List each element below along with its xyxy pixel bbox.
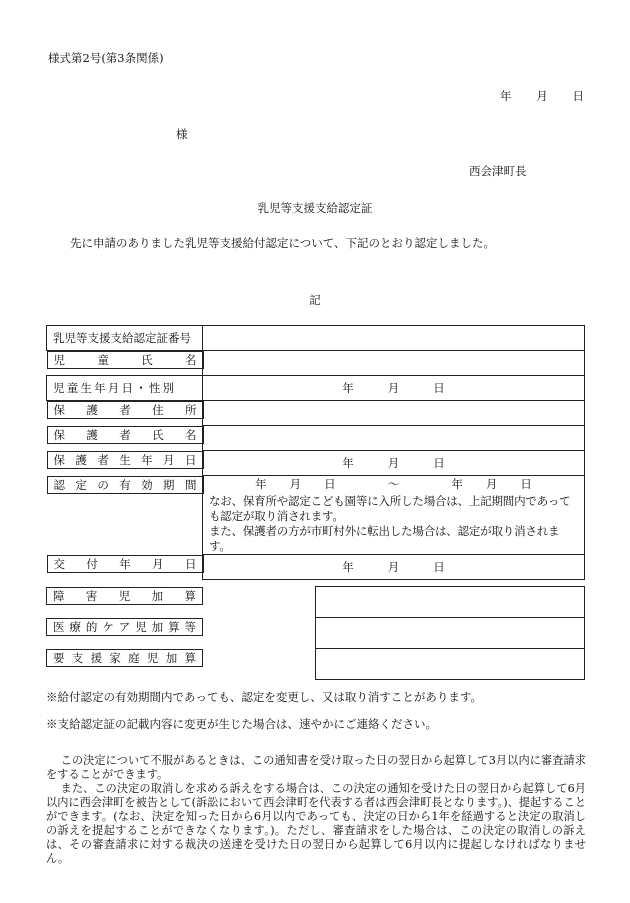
c2: 童 [97, 353, 109, 367]
date-cell [209, 455, 578, 471]
guardian-name-label [47, 426, 204, 444]
validity-note-1: なお、保育所や認定こども園等に入所した場合は、上記期間内であっても認定が取り消されます。 [209, 494, 571, 523]
table-row [46, 649, 585, 680]
c2: 護 [86, 427, 98, 442]
c7: 加 [151, 619, 164, 634]
c3: 児 [118, 588, 131, 603]
addressee-suffix: 様 [176, 127, 188, 141]
intro-text: 先に申請のありました乳児等支援給付認定について、下記のとおり認定しました。 [70, 236, 496, 250]
guardian-birth-value [203, 451, 585, 476]
disabled-child-label [46, 587, 203, 605]
c2: 護 [75, 452, 87, 467]
c1: 保 [53, 427, 65, 442]
c6: 月 [163, 452, 175, 467]
c3: 年 [119, 556, 131, 571]
issue-date-value [203, 555, 585, 580]
certificate-table [46, 325, 585, 580]
c9: 等 [184, 619, 196, 634]
c3: 者 [97, 452, 109, 467]
c5: 名 [185, 427, 197, 442]
table-row [47, 451, 585, 476]
addon-table [46, 586, 585, 680]
issuer: 西会津町長 [469, 164, 527, 178]
child-name-label [47, 351, 204, 369]
year-text: 年 [342, 456, 354, 470]
c5: 年 [141, 452, 153, 467]
validity-label [47, 476, 204, 494]
day-text: 日 [433, 381, 445, 395]
day-text: 日 [433, 456, 445, 470]
date-year: 年 [500, 89, 512, 103]
issue-date-line [500, 88, 584, 104]
c2: 害 [85, 588, 98, 603]
validity-tilde: ～ [387, 477, 400, 491]
c1: 交 [53, 556, 65, 571]
c4: 家 [109, 650, 121, 665]
validity-end: 年 月 日 [451, 477, 532, 491]
c2: 定 [75, 477, 87, 492]
validity-note-2: また、保護者の方が市町村外に転出した場合は、認定が取り消されます。 [209, 524, 560, 553]
year-text: 年 [342, 560, 354, 574]
issue-date-label [47, 555, 204, 573]
guardian-address-value [203, 401, 585, 426]
c7: 日 [184, 452, 197, 467]
note-1: ※給付認定の有効期間内であっても、認定を変更し、又は取り消すことがあります。 [46, 690, 482, 704]
c7: 間 [184, 477, 197, 492]
table-row [47, 401, 585, 426]
c3: 者 [119, 427, 131, 442]
c2: 護 [86, 403, 98, 417]
c3: 援 [90, 650, 103, 665]
document-title: 乳児等支援支給認定証 [257, 201, 373, 215]
c5: 効 [141, 477, 153, 492]
table-row [47, 376, 585, 401]
note-2: ※支給認定証の記載内容に変更が生じた場合は、速やかにご連絡ください。 [46, 717, 437, 731]
c5: 日 [185, 556, 197, 571]
appeal-paragraph-1: この決定について不服があるときは、この通知書を受け取った日の翌日から起算して3月以内に審査請求をすることができます。 [46, 754, 586, 781]
year-text: 年 [342, 381, 354, 395]
date-month: 月 [536, 89, 548, 103]
c6: 期 [163, 477, 175, 492]
c1: 医 [53, 619, 65, 634]
table-row [47, 555, 585, 580]
c4: 加 [151, 588, 164, 603]
c2: 支 [71, 650, 84, 665]
c1: 児 [53, 353, 65, 367]
form-number: 様式第2号(第3条関係) [48, 51, 164, 65]
c1: 保 [53, 403, 65, 417]
child-birth-gender-value [203, 376, 585, 401]
c4: 有 [119, 477, 131, 492]
c4: 氏 [152, 427, 164, 442]
month-text: 月 [387, 560, 400, 574]
c5: 所 [185, 403, 197, 417]
child-name-value [203, 351, 585, 376]
medical-care-value [315, 618, 584, 649]
c1: 保 [53, 452, 65, 467]
child-birth-gender-label: 児童生年月日・性別 [47, 376, 203, 401]
cert-number-value [203, 326, 585, 351]
c8: 算 [168, 619, 180, 634]
table-row [47, 476, 585, 555]
appeal-paragraph-2: また、この決定の取消しを求める訴えをする場合は、この決定の通知を受けた日の翌日から起算して6月以内に西会津町を被告として(訴訟において西会津町を代表する者は西会津町長となります。)、提起することができます。(なお、決定を知った日から6月以内であっても、決定の日から1年を経過すると決定の取消しの訴えを提起することができなくなります。)。ただし、審査請求をした場合は、この決定の取消しの訴えは、その審査請求に対する裁決の送達を受けた日の翌日から起算して6月以内に提起しなければなりません。 [46, 782, 586, 865]
ki-heading: 記 [309, 293, 321, 307]
table-row [46, 587, 585, 618]
support-family-label [46, 649, 203, 667]
validity-value [203, 476, 585, 555]
c5: 算 [184, 588, 196, 603]
c1: 要 [53, 650, 65, 665]
c2: 付 [86, 556, 98, 571]
month-text: 月 [387, 456, 400, 470]
date-cell [209, 380, 578, 396]
c3: 的 [85, 619, 98, 634]
day-text: 日 [433, 560, 445, 574]
table-row [47, 351, 585, 376]
medical-care-label [46, 618, 203, 636]
c4: 住 [152, 403, 164, 417]
c2: 療 [69, 619, 81, 634]
table-row [46, 618, 585, 649]
c3: の [97, 477, 109, 492]
c4: 名 [184, 353, 197, 367]
c5: 庭 [128, 650, 140, 665]
date-cell [209, 559, 578, 575]
c7: 加 [165, 650, 178, 665]
c1: 認 [53, 477, 65, 492]
date-day: 日 [572, 89, 584, 103]
c4: 生 [119, 452, 131, 467]
c1: 障 [53, 588, 65, 603]
c4: ケ [102, 619, 114, 634]
guardian-birth-label [47, 451, 204, 469]
guardian-name-value [203, 426, 585, 451]
disabled-child-value [315, 587, 584, 618]
c3: 者 [119, 403, 131, 417]
c6: 児 [146, 650, 159, 665]
c3: 氏 [141, 353, 153, 367]
table-row [47, 326, 585, 351]
month-text: 月 [387, 381, 400, 395]
c6: 児 [135, 619, 147, 634]
support-family-value [315, 649, 584, 680]
table-row [47, 426, 585, 451]
c4: 月 [152, 556, 164, 571]
c8: 算 [184, 650, 196, 665]
appeal-notice [46, 754, 586, 866]
validity-start: 年 月 日 [255, 477, 336, 491]
validity-period [209, 476, 578, 494]
cert-number-label: 乳児等支援支給認定証番号 [47, 326, 203, 351]
c5: ア [118, 619, 131, 634]
guardian-address-label [47, 401, 204, 419]
